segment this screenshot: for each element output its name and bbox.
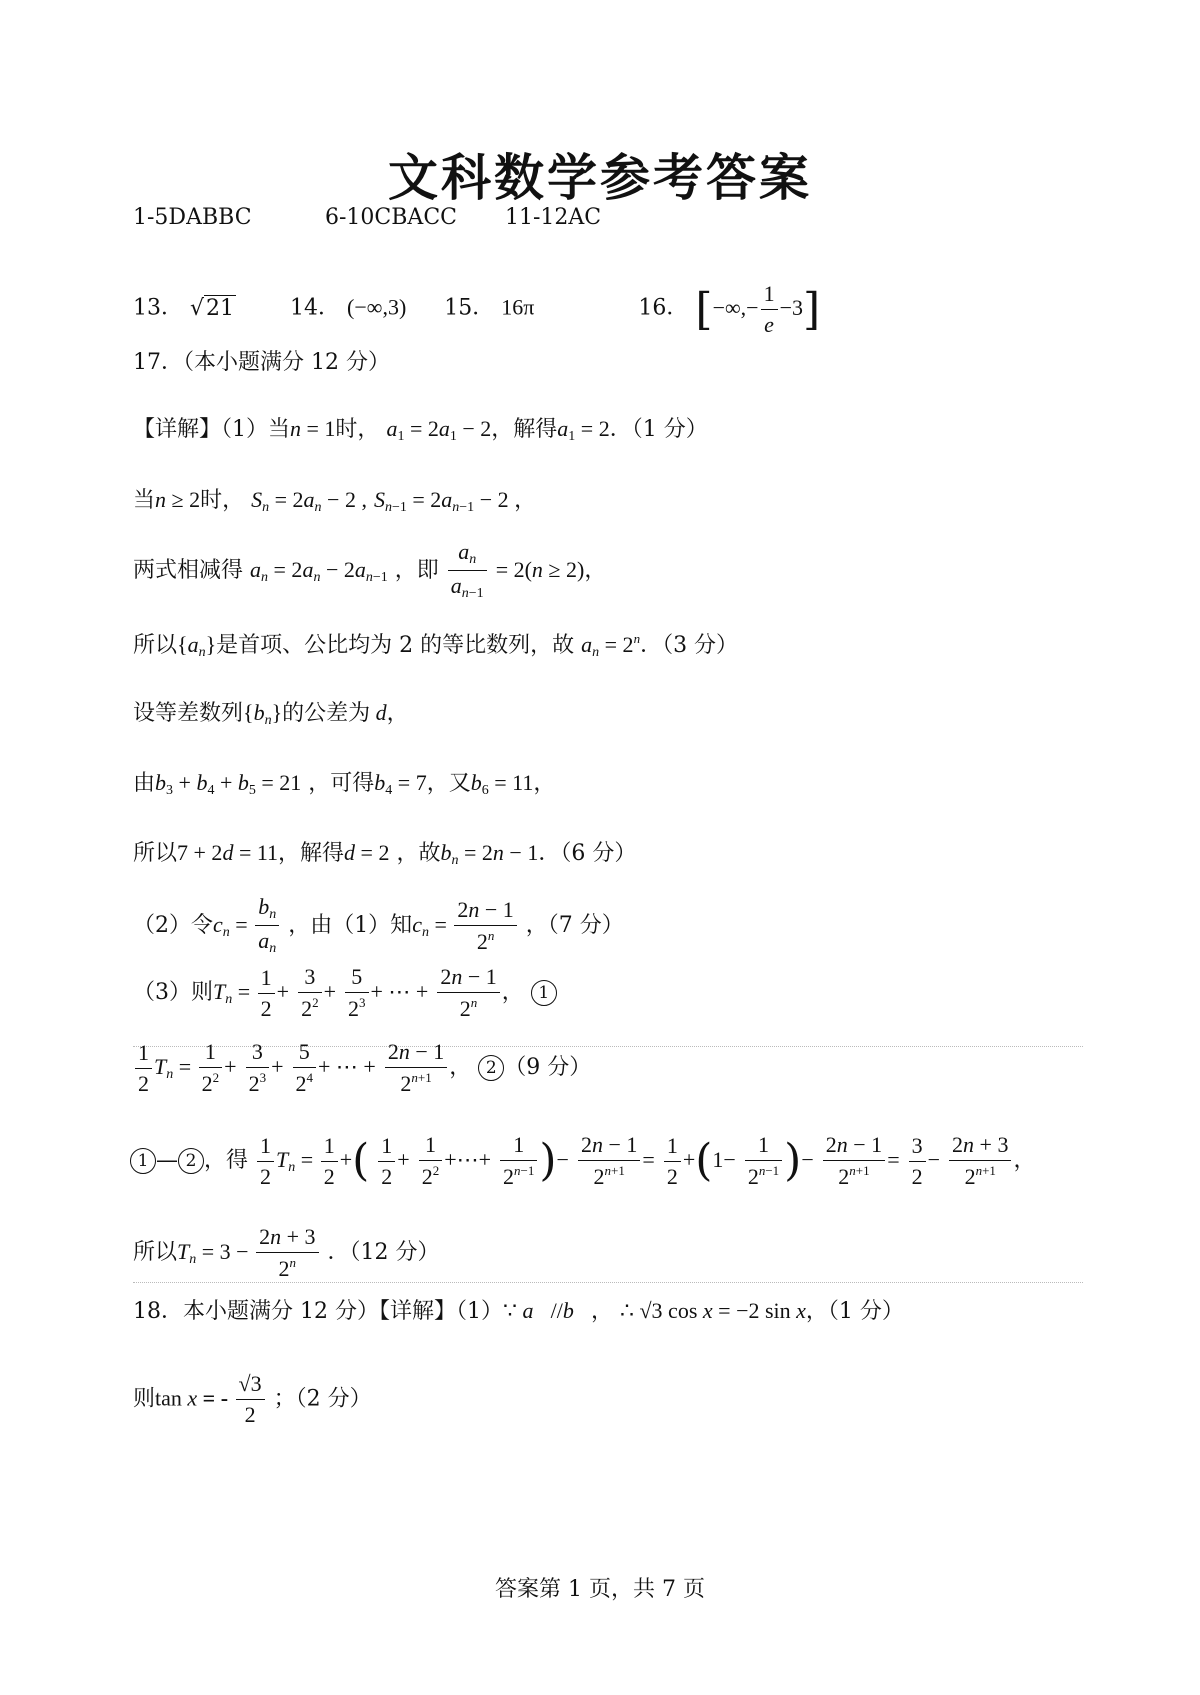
q17-line-4: 所以$\{a_n\}$是首项、公比均为 2 的等比数列，故 $a_n = 2^n$．（3 分）: [133, 631, 739, 660]
blank-answers: [133, 282, 820, 337]
q17-line-6: 由$b_3 + b_4 + b_5 = 21$ ，可得$b_4 = 7$，又$b_6 = 11$，: [133, 770, 556, 798]
q17-line-2: 当n ≥ 2时， $S_n = 2a_n - 2$ , $S_{n-1} = 2a_{n-1} - 2$ ，: [133, 487, 537, 515]
q17-line-9: （3）则$T_n$ = $\frac{1}{2}$ + $\frac{3}{2^2}$ + $\frac{5}{2^3}$ + ⋯ + $\frac{2n - 1}{2^n}$ ， 1: [133, 965, 557, 1021]
q15-label: 15．: [444, 295, 495, 321]
q17-line-12: 所以$T_n = 3$ − $\frac{2n + 3}{2^n}$ ．（12 分）: [133, 1224, 440, 1282]
choice-answers-11-12: 11-12AC: [505, 205, 602, 230]
q17-line-1: 【详解】（1）当n = 1时， $a_1 = 2a_1 - 2$，解得$a_1 = 2$．（1 分）: [133, 416, 708, 444]
q14-answer: (−∞,3): [347, 294, 407, 320]
q17-line-8: （2）令$c_n$ = $\frac{b_n}{a_n}$ ，由（1）知$c_n$ = $\frac{2n - 1}{2^n}$ ，（7 分）: [133, 894, 624, 957]
q17-line-11: 1 — 2 ，得 $\frac{1}{2}$ $T_n$ = $\frac{1}{2}$ +( $\frac{1}{2}$ + $\frac{1}{2^2}$ +⋯+ $\frac{1}{2^{n-1}}$ )− $\frac{2n - 1}{2^{n+1}}$ = $\frac{1}{2}$ +(1− $\frac{1}{2^{n-1}}$ )− $\frac{2n - 1}{2^{n+1}}$ = $\frac{3}{2}$ − $\frac{2n + 3}{2^{n+1}}$ ，: [130, 1133, 1035, 1189]
q18-line-1: 18．本小题满分 12 分）【详解】（1）∵ a⃗//b⃗， ∴ √3 cos x = −2 sin x，（1 分）: [133, 1298, 904, 1324]
q17-header: 17．（本小题满分 12 分）: [133, 350, 390, 375]
q17-line-10: $\frac{1}{2}$ $T_n$ = $\frac{1}{2^2}$ + $\frac{3}{2^3}$ + $\frac{5}{2^4}$ + ⋯ + $\frac{2n - 1}{2^{n+1}}$ ， 2 （9 分）: [133, 1040, 591, 1096]
choice-answers-6-10: 6-10CBACC: [325, 205, 457, 230]
q13-answer: √21: [190, 295, 235, 321]
q17-line-7: 所以7 + 2d = 11，解得d = 2 ，故$b_n = 2n - 1$．（6 分）: [133, 840, 637, 868]
page-footer: 答案第 1 页，共 7 页: [495, 1577, 705, 1602]
q18-line-2: 则tan x = - $\frac{√3}{2}$ ；（2 分）: [133, 1371, 372, 1428]
page-title: 文科数学参考答案: [388, 149, 812, 207]
divider-line-2: [133, 1282, 1083, 1283]
q15-answer: 16π: [501, 294, 535, 320]
q16-answer: [−∞,− $\frac{1}{e}$ −3]: [695, 281, 821, 338]
q17-line-5: 设等差数列$\{b_n\}$的公差为 d，: [133, 700, 409, 728]
q14-label: 14．: [290, 295, 341, 321]
choice-answers-1-5: 1-5DABBC: [133, 205, 252, 230]
q17-line-3: 两式相减得 $a_n = 2a_n - 2a_{n-1}$ ，即 $\frac{a_n}{a_{n-1}}$ = 2(n ≥ 2)，: [133, 539, 607, 602]
q16-label: 16．: [638, 295, 689, 321]
q13-label: 13．: [133, 295, 183, 321]
